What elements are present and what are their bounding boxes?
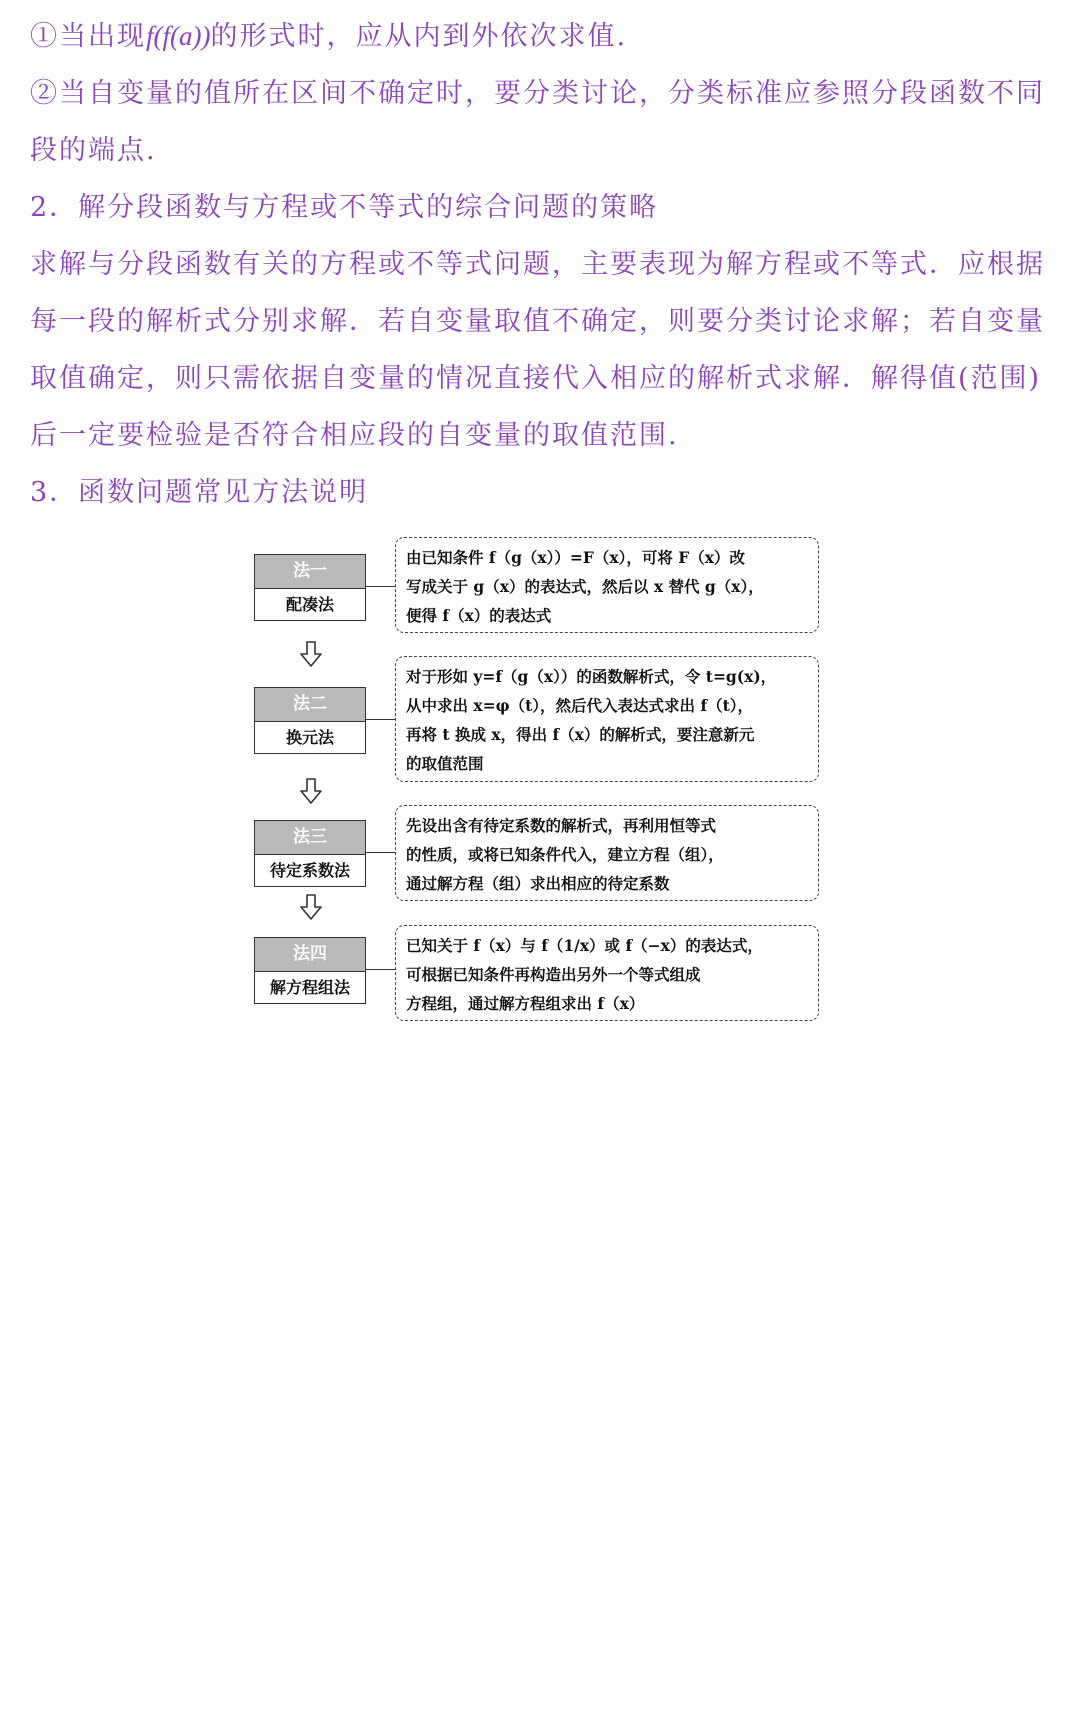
- down-arrow-icon: [300, 778, 322, 804]
- method-header: 法四: [255, 938, 365, 972]
- connector-line: [366, 852, 395, 853]
- text-segment: ①当出现: [30, 21, 146, 52]
- method-name: 解方程组法: [269, 978, 350, 997]
- method-box: [254, 554, 366, 621]
- method-header: 法一: [255, 555, 365, 589]
- method-description: [395, 925, 819, 1021]
- method-header: 法三: [255, 821, 365, 855]
- description-line: 便得 f（x）的表达式: [406, 606, 552, 625]
- paragraph-line: 求解与分段函数有关的方程或不等式问题，主要表现为解方程或不等式．应根据: [30, 249, 1045, 280]
- method-box: [254, 937, 366, 1004]
- method-description: [395, 656, 819, 782]
- description-line: 的性质，或将已知条件代入，建立方程（组），: [406, 845, 724, 864]
- method-name: 配凑法: [285, 595, 334, 614]
- down-arrow-icon: [300, 641, 322, 667]
- connector-line: [366, 969, 395, 970]
- paragraph-line: 取值确定，则只需依据自变量的情况直接代入相应的解析式求解．解得值(范围): [30, 363, 1042, 394]
- paragraph-line: [30, 8, 1050, 65]
- description-line: 从中求出 x=φ（t），然后代入表达式求出 f（t），: [406, 696, 754, 715]
- text-segment: 的形式时，应从内到外依次求值.: [210, 21, 628, 52]
- paragraph-line: 段的端点.: [30, 135, 157, 166]
- section-heading: 3．函数问题常见方法说明: [30, 477, 369, 508]
- description-line: 可根据已知条件再构造出另外一个等式组成: [406, 965, 701, 984]
- description-line: 通过解方程（组）求出相应的待定系数: [406, 874, 670, 893]
- description-line: 写成关于 g（x）的表达式，然后以 x 替代 g（x），: [406, 577, 764, 596]
- method-name: 换元法: [285, 728, 334, 747]
- method-box: [254, 820, 366, 887]
- description-line: 的取值范围: [406, 754, 484, 773]
- method-description: [395, 805, 819, 901]
- description-line: 由已知条件 f（g（x））=F（x），可将 F（x）改: [406, 548, 746, 567]
- method-box: [254, 687, 366, 754]
- methods-flow-diagram: [254, 537, 820, 1037]
- description-line: 再将 t 换成 x，得出 f（x）的解析式，要注意新元: [406, 725, 755, 744]
- paragraph-line: 后一定要检验是否符合相应段的自变量的取值范围.: [30, 420, 679, 451]
- method-header: 法二: [255, 688, 365, 722]
- math-expression: f(f(a)): [146, 21, 211, 51]
- connector-line: [366, 719, 395, 720]
- description-line: 已知关于 f（x）与 f（1/x）或 f（−x）的表达式，: [406, 936, 763, 955]
- connector-line: [366, 586, 395, 587]
- down-arrow-icon: [300, 894, 322, 920]
- description-line: 先设出含有待定系数的解析式，再利用恒等式: [406, 816, 717, 835]
- description-line: 方程组，通过解方程组求出 f（x）: [406, 994, 645, 1013]
- section-heading: 2．解分段函数与方程或不等式的综合问题的策略: [30, 192, 659, 223]
- explanation-text: [30, 8, 1050, 521]
- description-line: 对于形如 y=f（g（x））的函数解析式，令 t=g(x)，: [406, 667, 777, 686]
- paragraph-line: ②当自变量的值所在区间不确定时，要分类讨论，分类标准应参照分段函数不同: [30, 78, 1045, 109]
- paragraph-line: 每一段的解析式分别求解．若自变量取值不确定，则要分类讨论求解；若自变量: [30, 306, 1045, 337]
- method-name: 待定系数法: [269, 861, 350, 880]
- method-description: [395, 537, 819, 633]
